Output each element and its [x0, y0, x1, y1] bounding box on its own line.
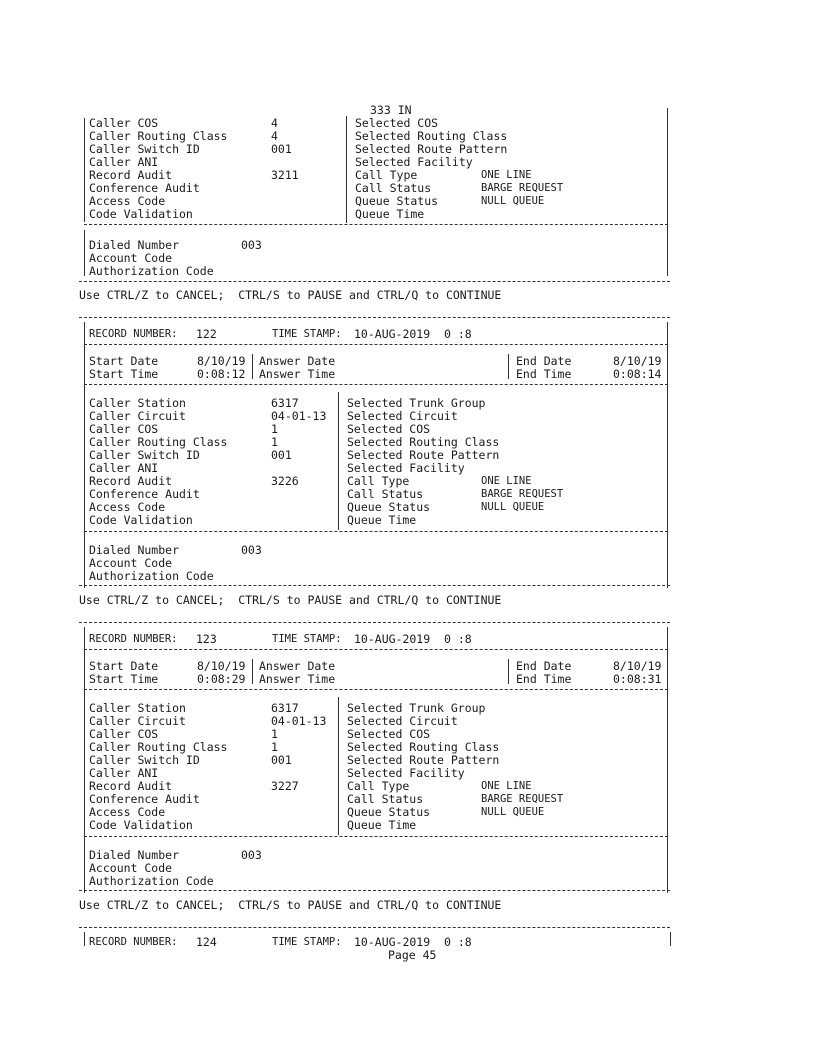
end-date: 8/10/19 [613, 659, 662, 673]
call-status-value: BARGE REQUEST [481, 793, 564, 805]
caller-label: Caller COS [89, 422, 159, 436]
divider [84, 344, 668, 345]
end-date: 8/10/19 [613, 354, 662, 368]
authorization-code-label: Authorization Code [89, 264, 214, 278]
authorization-code-label: Authorization Code [89, 874, 214, 888]
start-date-label: Start Date [89, 354, 159, 368]
start-time: 0:08:12 [197, 367, 246, 381]
call-type-value: ONE LINE [481, 780, 532, 792]
dialed-number-label: Dialed Number [89, 543, 180, 557]
account-code-label: Account Code [89, 251, 173, 265]
timestamp-label: TIME STAMP: [272, 633, 342, 645]
account-code-label: Account Code [89, 556, 173, 570]
fragment-left-label: Caller Routing Class [89, 129, 228, 143]
selected-label: Selected Facility [347, 461, 465, 475]
divider [84, 689, 668, 690]
caller-label: Caller Routing Class [89, 740, 228, 754]
caller-value: 3227 [271, 779, 299, 793]
fragment-right-label: Selected Route Pattern [355, 142, 508, 156]
end-date-label: End Date [516, 659, 572, 673]
caller-value: 1 [271, 422, 278, 436]
selected-label: Queue Status [347, 805, 431, 819]
fragment-left-border-bottom [84, 230, 85, 276]
fragment-left-label: Conference Audit [89, 181, 200, 195]
call-status-value: BARGE REQUEST [481, 488, 564, 500]
selected-label: Call Status [347, 487, 424, 501]
timestamp-label: TIME STAMP: [272, 936, 342, 948]
record-number: 122 [196, 327, 217, 341]
control-notice: Use CTRL/Z to CANCEL; CTRL/S to PAUSE and CTRL/Q to CONTINUE [79, 288, 502, 302]
authorization-code-label: Authorization Code [89, 569, 214, 583]
divider [84, 224, 668, 225]
selected-label: Selected Trunk Group [347, 396, 486, 410]
selected-label: Selected COS [347, 422, 431, 436]
record-number: 123 [196, 632, 217, 646]
caller-value: 6317 [271, 701, 299, 715]
dialed-number-value: 003 [241, 543, 262, 557]
dialed-number-label: Dialed Number [89, 238, 180, 252]
fragment-right-label: Call Type [355, 168, 418, 182]
caller-label: Caller ANI [89, 461, 159, 475]
record-right-border [667, 627, 668, 893]
column-divider [252, 659, 253, 684]
column-divider [338, 392, 339, 530]
caller-label: Caller Circuit [89, 409, 186, 423]
start-time: 0:08:29 [197, 672, 246, 686]
caller-label: Record Audit [89, 779, 173, 793]
divider [79, 927, 670, 928]
fragment-left-value: 4 [271, 116, 278, 130]
caller-value: 001 [271, 448, 292, 462]
queue-status-value: NULL QUEUE [481, 806, 545, 818]
column-divider [252, 354, 253, 379]
caller-label: Caller Circuit [89, 714, 186, 728]
caller-label: Access Code [89, 805, 166, 819]
caller-value: 1 [271, 740, 278, 754]
record-right-border [670, 932, 671, 946]
caller-label: Caller ANI [89, 766, 159, 780]
fragment-right-label: Call Status [355, 181, 432, 195]
dialed-number-value: 003 [241, 848, 262, 862]
record-right-border [667, 322, 668, 588]
caller-label: Caller Switch ID [89, 753, 200, 767]
record-left-border [84, 627, 85, 893]
fragment-left-label: Caller COS [89, 116, 159, 130]
fragment-left-value: 4 [271, 129, 278, 143]
fragment-top-value: 333 IN [370, 103, 412, 117]
end-time: 0:08:14 [613, 367, 662, 381]
end-date-label: End Date [516, 354, 572, 368]
caller-label: Caller Routing Class [89, 435, 228, 449]
selected-label: Selected Circuit [347, 409, 458, 423]
fragment-left-label: Code Validation [89, 207, 193, 221]
selected-label: Queue Time [347, 818, 417, 832]
divider [79, 890, 670, 891]
control-notice: Use CTRL/Z to CANCEL; CTRL/S to PAUSE and CTRL/Q to CONTINUE [79, 898, 502, 912]
fragment-left-value: 001 [271, 142, 292, 156]
record-number-label: RECORD NUMBER: [89, 633, 178, 645]
divider [84, 384, 668, 385]
selected-label: Call Type [347, 779, 410, 793]
timestamp-label: TIME STAMP: [272, 328, 342, 340]
selected-label: Selected Route Pattern [347, 448, 500, 462]
selected-label: Selected Circuit [347, 714, 458, 728]
page-number: Page 45 [388, 948, 437, 962]
caller-label: Code Validation [89, 818, 193, 832]
answer-date-label: Answer Date [259, 354, 336, 368]
timestamp: 10-AUG-2019 0 :8 [354, 632, 472, 646]
answer-time-label: Answer Time [259, 367, 336, 381]
record-left-border [84, 322, 85, 588]
record-number-label: RECORD NUMBER: [89, 936, 178, 948]
fragment-right-label: Queue Status [355, 194, 439, 208]
queue-status-value: NULL QUEUE [481, 501, 545, 513]
fragment-left-label: Record Audit [89, 168, 173, 182]
divider [79, 281, 670, 282]
caller-label: Caller Station [89, 396, 186, 410]
column-divider [508, 354, 509, 379]
caller-label: Record Audit [89, 474, 173, 488]
account-code-label: Account Code [89, 861, 173, 875]
divider [84, 531, 668, 532]
call-type-value: ONE LINE [481, 475, 532, 487]
fragment-left-label: Caller Switch ID [89, 142, 200, 156]
divider [84, 836, 668, 837]
answer-time-label: Answer Time [259, 672, 336, 686]
fragment-right-value: ONE LINE [481, 169, 532, 181]
selected-label: Queue Status [347, 500, 431, 514]
column-divider [508, 659, 509, 684]
caller-label: Caller Station [89, 701, 186, 715]
record-left-border [84, 932, 85, 946]
selected-label: Selected Trunk Group [347, 701, 486, 715]
divider [79, 622, 670, 623]
caller-label: Conference Audit [89, 792, 200, 806]
fragment-right-label: Queue Time [355, 207, 425, 221]
selected-label: Selected Route Pattern [347, 753, 500, 767]
start-time-label: Start Time [89, 672, 159, 686]
selected-label: Selected COS [347, 727, 431, 741]
divider [79, 585, 670, 586]
end-time-label: End Time [516, 672, 572, 686]
start-date: 8/10/19 [197, 659, 246, 673]
dialed-number-value: 003 [241, 238, 262, 252]
start-date: 8/10/19 [197, 354, 246, 368]
caller-label: Caller COS [89, 727, 159, 741]
selected-label: Queue Time [347, 513, 417, 527]
selected-label: Selected Facility [347, 766, 465, 780]
timestamp: 10-AUG-2019 0 :8 [354, 935, 472, 949]
caller-value: 04-01-13 [271, 714, 327, 728]
fragment-mid-divider [346, 116, 347, 223]
caller-value: 1 [271, 727, 278, 741]
column-divider [338, 697, 339, 835]
record-number-label: RECORD NUMBER: [89, 328, 178, 340]
caller-value: 001 [271, 753, 292, 767]
fragment-right-label: Selected Routing Class [355, 129, 508, 143]
caller-label: Conference Audit [89, 487, 200, 501]
fragment-right-label: Selected Facility [355, 155, 473, 169]
caller-value: 3226 [271, 474, 299, 488]
divider [79, 317, 670, 318]
caller-value: 1 [271, 435, 278, 449]
fragment-right-value: NULL QUEUE [481, 195, 545, 207]
control-notice: Use CTRL/Z to CANCEL; CTRL/S to PAUSE and CTRL/Q to CONTINUE [79, 593, 502, 607]
start-date-label: Start Date [89, 659, 159, 673]
start-time-label: Start Time [89, 367, 159, 381]
caller-label: Access Code [89, 500, 166, 514]
selected-label: Selected Routing Class [347, 740, 500, 754]
end-time-label: End Time [516, 367, 572, 381]
caller-value: 04-01-13 [271, 409, 327, 423]
selected-label: Selected Routing Class [347, 435, 500, 449]
fragment-left-border [84, 118, 85, 222]
end-time: 0:08:31 [613, 672, 662, 686]
caller-label: Code Validation [89, 513, 193, 527]
caller-label: Caller Switch ID [89, 448, 200, 462]
selected-label: Call Type [347, 474, 410, 488]
fragment-right-border [667, 108, 668, 276]
fragment-left-label: Access Code [89, 194, 166, 208]
fragment-left-value: 3211 [271, 168, 299, 182]
record-number: 124 [196, 935, 217, 949]
dialed-number-label: Dialed Number [89, 848, 180, 862]
caller-value: 6317 [271, 396, 299, 410]
fragment-right-value: BARGE REQUEST [481, 182, 564, 194]
timestamp: 10-AUG-2019 0 :8 [354, 327, 472, 341]
answer-date-label: Answer Date [259, 659, 336, 673]
fragment-left-label: Caller ANI [89, 155, 159, 169]
fragment-right-label: Selected COS [355, 116, 439, 130]
divider [84, 649, 668, 650]
selected-label: Call Status [347, 792, 424, 806]
